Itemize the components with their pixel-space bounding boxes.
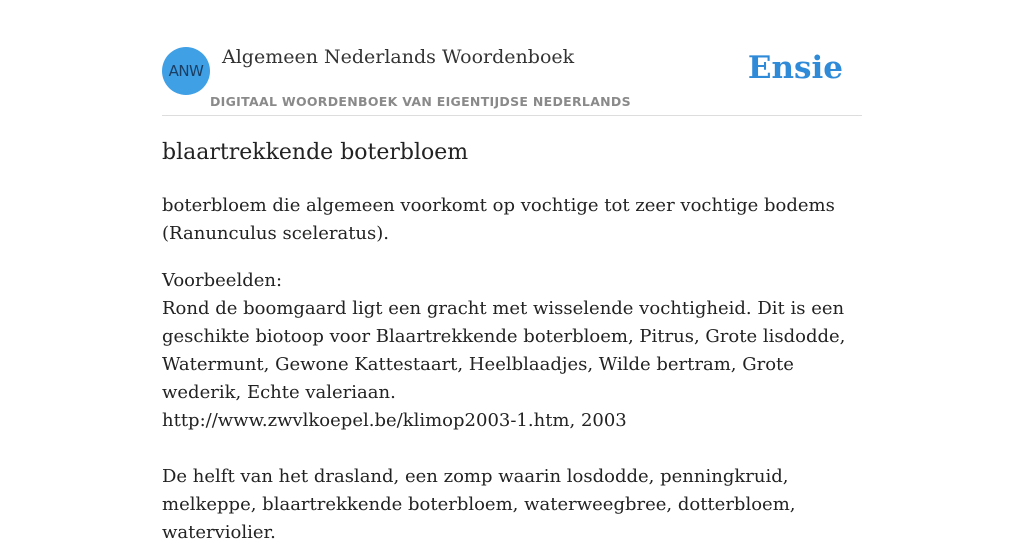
anw-logo[interactable]: ANW bbox=[162, 47, 210, 95]
site-subtitle: DIGITAAL WOORDENBOEK VAN EIGENTIJDSE NEDERLANDS bbox=[210, 94, 631, 109]
site-header bbox=[162, 0, 862, 116]
ensie-brand-logo[interactable]: Ensie bbox=[747, 50, 843, 86]
example-text: Rond de boomgaard ligt een gracht met wisselende vochtigheid. Dit is een geschikte biotoop voor Blaartrekkende boterbloem, Pitrus, Grote lisdodde, Watermunt, Gewone Kattestaart, Heelblaadjes, Wilde bertram, Grote wederik, Echte valeriaan. bbox=[162, 298, 846, 403]
examples-label: Voorbeelden: bbox=[162, 270, 283, 291]
example-source: http://www.zwvlkoepel.be/klimop2003-1.htm, 2003 bbox=[162, 410, 627, 431]
example-text: De helft van het drasland, een zomp waarin losdodde, penningkruid, melkeppe, blaartrekkende boterbloem, waterweegbree, dotterbloem, waterviolier. bbox=[162, 466, 796, 543]
examples-section bbox=[162, 267, 862, 547]
entry-title: blaartrekkende boterbloem bbox=[162, 140, 469, 165]
page bbox=[162, 0, 862, 543]
example-spacer bbox=[162, 435, 862, 463]
site-title[interactable]: Algemeen Nederlands Woordenboek bbox=[222, 46, 575, 68]
entry-definition: boterbloem die algemeen voorkomt op vochtige tot zeer vochtige bodems (Ranunculus sceleratus). bbox=[162, 195, 835, 244]
